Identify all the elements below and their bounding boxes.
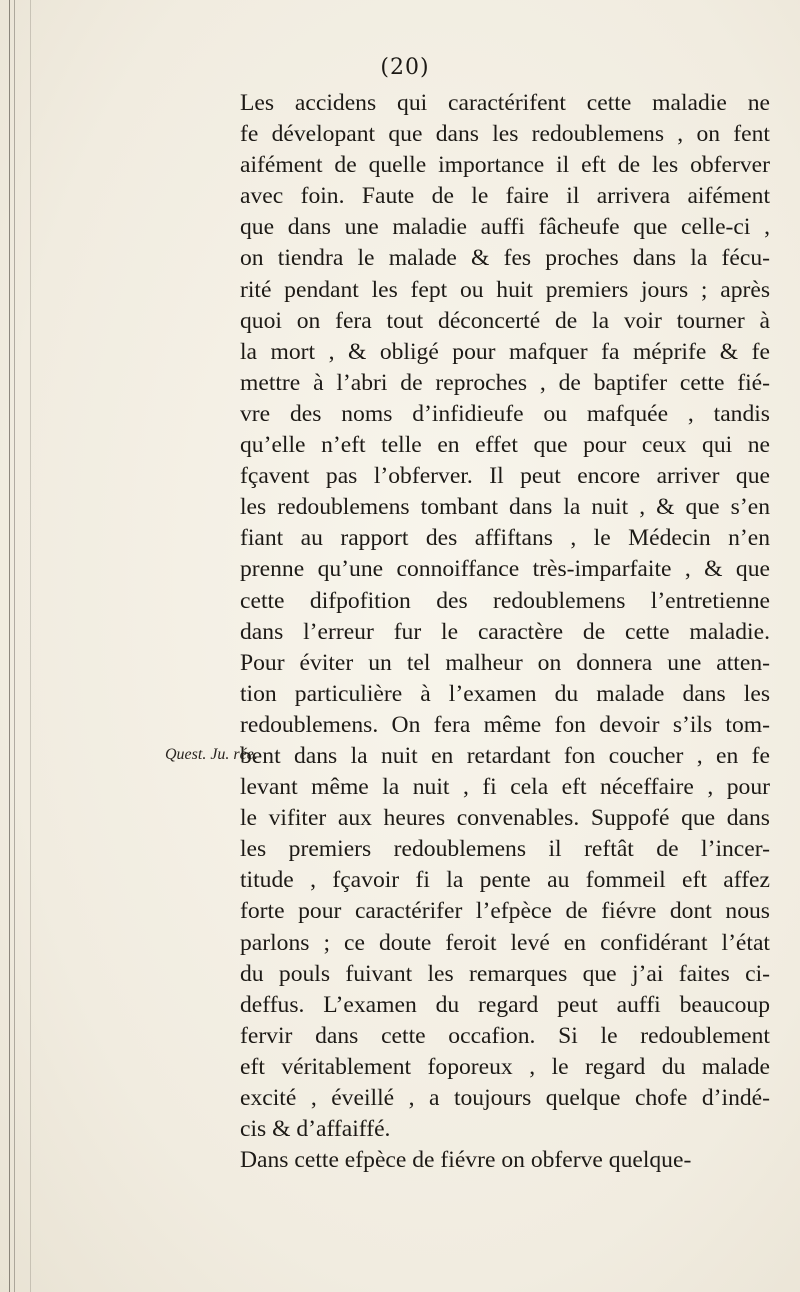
text-line: fçavent pas l’obferver. Il peut encore arriver que bbox=[240, 463, 770, 490]
text-line: les redoublemens tombant dans la nuit , & que s’en bbox=[240, 494, 770, 521]
text-line: on tiendra le malade & fes proches dans la fécu- bbox=[240, 245, 770, 272]
text-line: les premiers redoublemens il reftât de l’incer- bbox=[240, 836, 770, 863]
text-line: mettre à l’abri de reproches , de baptifer cette fié- bbox=[240, 369, 770, 396]
text-line: qu’elle n’eft telle en effet que pour ceux qui ne bbox=[240, 432, 770, 459]
binding-edge bbox=[9, 0, 10, 1292]
text-line: avec foin. Faute de le faire il arrivera aifément bbox=[240, 183, 770, 210]
text-line: Dans cette efpèce de fiévre on obferve quelque- bbox=[240, 1147, 692, 1174]
text-line: deffus. L’examen du regard peut auffi beaucoup bbox=[240, 991, 770, 1018]
text-line: excité , éveillé , a toujours quelque chofe d’indé- bbox=[240, 1085, 770, 1111]
text-line: cette difpofition des redoublemens l’entretienne bbox=[240, 587, 770, 614]
text-line: forte pour caractérifer l’efpèce de fiévre dont nous bbox=[240, 898, 770, 925]
text-line: du pouls fuivant les remarques que j’ai faites ci- bbox=[240, 960, 770, 987]
binding-edge bbox=[14, 0, 15, 1292]
text-line: rité pendant les fept ou huit premiers jours ; après bbox=[240, 276, 770, 303]
text-line: eft véritablement foporeux , le regard du malade bbox=[240, 1053, 770, 1080]
text-line: titude , fçavoir fi la pente au fommeil eft affez bbox=[240, 867, 770, 894]
text-line: tion particulière à l’examen du malade dans les bbox=[240, 680, 770, 707]
text-line: prenne qu’une connoiffance très-imparfaite , & que bbox=[240, 556, 770, 583]
text-line: vre des noms d’infidieufe ou mafquée , tandis bbox=[240, 400, 770, 427]
text-line: cis & d’affaiffé. bbox=[240, 1116, 391, 1143]
text-line: Les accidens qui caractérifent cette maladie ne bbox=[240, 90, 770, 116]
text-line: que dans une maladie auffi fâcheufe que celle-ci , bbox=[240, 214, 770, 241]
text-line: quoi on fera tout déconcerté de la voir tourner à bbox=[240, 307, 770, 334]
text-line: fervir dans cette occafion. Si le redoublement bbox=[240, 1022, 770, 1049]
text-line: redoublemens. On fera même fon devoir s’ils tom- bbox=[240, 711, 770, 738]
text-line: levant même la nuit , fi cela eft néceffaire , pour bbox=[240, 774, 770, 801]
text-line: le vifiter aux heures convenables. Suppofé que dans bbox=[240, 805, 770, 832]
text-line: la mort , & obligé pour mafquer fa méprife & fe bbox=[240, 338, 770, 365]
text-line: bent dans la nuit en retardant fon coucher , en fe bbox=[240, 742, 770, 769]
body-text bbox=[240, 88, 770, 1176]
binding-edge bbox=[30, 0, 31, 1292]
margin-note: Quest. Ju. rée. bbox=[165, 746, 258, 763]
text-line: parlons ; ce doute feroit levé en confidérant l’état bbox=[240, 929, 770, 956]
text-line: Pour éviter un tel malheur on donnera une atten- bbox=[240, 649, 770, 676]
text-line: fe dévelopant que dans les redoublemens , on fent bbox=[240, 121, 770, 148]
text-line: aifément de quelle importance il eft de les obferver bbox=[240, 152, 770, 179]
page-number: (20) bbox=[380, 55, 430, 80]
text-line: dans l’erreur fur le caractère de cette maladie. bbox=[240, 618, 770, 645]
text-line: fiant au rapport des affiftans , le Médecin n’en bbox=[240, 525, 770, 552]
